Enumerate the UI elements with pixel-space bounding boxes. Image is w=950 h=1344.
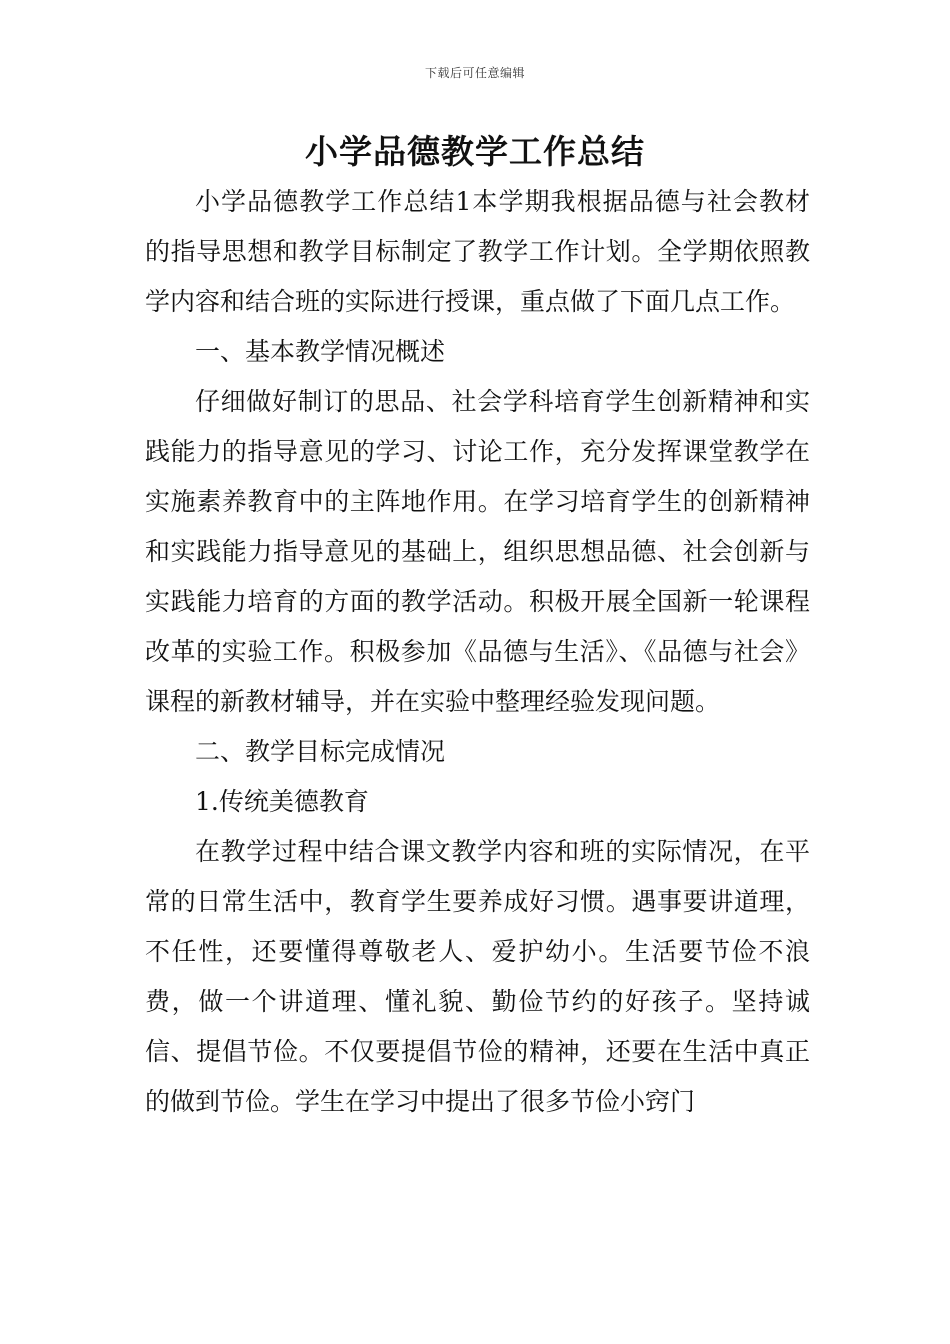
section-heading-2: 二、教学目标完成情况 [195,737,446,766]
subsection-heading-1: 1.传统美德教育 [195,787,369,816]
section-heading-1: 一、基本教学情况概述 [195,337,446,366]
header-note: 下载后可任意编辑 [424,66,525,80]
paragraph-intro: 小学品德教学工作总结1本学期我根据品德与社会教材的指导思想和教学目标制定了教学工作计划。全学期依照教学内容和结合班的实际进行授课，重点做了下面几点工作。 [145,187,810,316]
paragraph-overview: 仔细做好制订的思品、社会学科培育学生创新精神和实践能力的指导意见的学习、讨论工作，充分发挥课堂教学在实施素养教育中的主阵地作用。在学习培育学生的创新精神和实践能力指导意见的基础上，组织思想品德、社会创新与实践能力培育的方面的教学活动。积极开展全国新一轮课程改革的实验工作。积极参加《品德与生活》、《品德与社会》课程的新教材辅导，并在实验中整理经验发现问题。 [145,387,810,716]
page-title: 小学品德教学工作总结 [305,132,645,171]
document-body [145,177,810,1127]
paragraph-virtue-education: 在教学过程中结合课文教学内容和班的实际情况，在平常的日常生活中，教育学生要养成好习惯。遇事要讲道理，不任性，还要懂得尊敬老人、爱护幼小。生活要节俭不浪费，做一个讲道理、懂礼貌、勤俭节约的好孩子。坚持诚信、提倡节俭。不仅要提倡节俭的精神，还要在生活中真正的做到节俭。学生在学习中提出了很多节俭小窍门 [145,837,810,1116]
